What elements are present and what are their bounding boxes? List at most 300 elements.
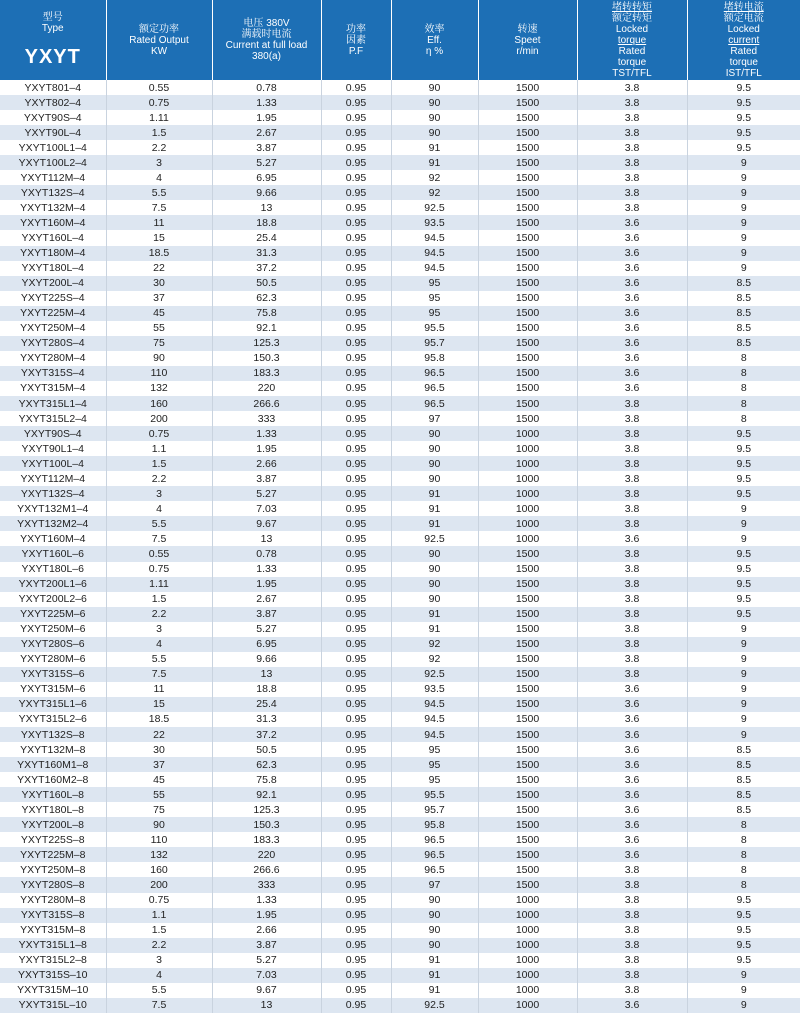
eff-cell: 94.5 <box>391 727 478 742</box>
output-cell: 7.5 <box>106 667 212 682</box>
speed-cell: 1500 <box>478 140 577 155</box>
current-ratio-cell: 8.5 <box>687 757 800 772</box>
output-cell: 7.5 <box>106 200 212 215</box>
pf-cell: 0.95 <box>321 336 391 351</box>
current-cell: 18.8 <box>212 215 321 230</box>
speed-cell: 1500 <box>478 592 577 607</box>
current-ratio-cell: 9 <box>687 501 800 516</box>
torque-ratio-cell: 3.6 <box>577 712 687 727</box>
speed-cell: 1000 <box>478 998 577 1013</box>
current-ratio-cell: 9.5 <box>687 80 800 95</box>
output-cell: 1.5 <box>106 125 212 140</box>
torque-ratio-cell: 3.8 <box>577 125 687 140</box>
output-cell: 7.5 <box>106 998 212 1013</box>
speed-cell: 1500 <box>478 742 577 757</box>
current-cell: 333 <box>212 411 321 426</box>
model-cell: YXYT250M–6 <box>0 622 106 637</box>
pf-cell: 0.95 <box>321 200 391 215</box>
current-ratio-cell: 8.5 <box>687 306 800 321</box>
current-cell: 9.67 <box>212 983 321 998</box>
model-cell: YXYT315M–10 <box>0 983 106 998</box>
pf-cell: 0.95 <box>321 893 391 908</box>
torque-ratio-cell: 3.6 <box>577 531 687 546</box>
pf-cell: 0.95 <box>321 757 391 772</box>
header-torque-en4: torque <box>617 56 647 68</box>
model-cell: YXYT200L1–6 <box>0 577 106 592</box>
current-cell: 1.95 <box>212 110 321 125</box>
torque-ratio-cell: 3.6 <box>577 230 687 245</box>
table-row <box>0 366 800 381</box>
current-cell: 5.27 <box>212 486 321 501</box>
speed-cell: 1500 <box>478 546 577 561</box>
table-row <box>0 772 800 787</box>
model-cell: YXYT100L2–4 <box>0 155 106 170</box>
model-cell: YXYT315M–4 <box>0 381 106 396</box>
current-ratio-cell: 8 <box>687 832 800 847</box>
header-eff-unit: η % <box>425 45 444 57</box>
output-cell: 132 <box>106 847 212 862</box>
table-row <box>0 411 800 426</box>
eff-cell: 90 <box>391 471 478 486</box>
torque-ratio-cell: 3.8 <box>577 426 687 441</box>
torque-ratio-cell: 3.8 <box>577 501 687 516</box>
current-cell: 2.66 <box>212 456 321 471</box>
header-current-unit: 380(a) <box>252 51 281 62</box>
model-cell: YXYT180L–6 <box>0 562 106 577</box>
current-ratio-cell: 9.5 <box>687 441 800 456</box>
torque-ratio-cell: 3.8 <box>577 893 687 908</box>
current-ratio-cell: 8 <box>687 847 800 862</box>
current-cell: 3.87 <box>212 607 321 622</box>
speed-cell: 1500 <box>478 817 577 832</box>
model-cell: YXYT315L1–4 <box>0 396 106 411</box>
current-cell: 333 <box>212 877 321 892</box>
pf-cell: 0.95 <box>321 908 391 923</box>
output-cell: 0.75 <box>106 562 212 577</box>
eff-cell: 90 <box>391 80 478 95</box>
speed-cell: 1500 <box>478 215 577 230</box>
current-cell: 1.95 <box>212 908 321 923</box>
torque-ratio-cell: 3.8 <box>577 877 687 892</box>
output-cell: 1.11 <box>106 577 212 592</box>
pf-cell: 0.95 <box>321 456 391 471</box>
table-row <box>0 682 800 697</box>
header-pf <box>321 0 391 80</box>
pf-cell: 0.95 <box>321 832 391 847</box>
table-row <box>0 471 800 486</box>
current-cell: 125.3 <box>212 802 321 817</box>
torque-ratio-cell: 3.8 <box>577 546 687 561</box>
torque-ratio-cell: 3.6 <box>577 366 687 381</box>
speed-cell: 1000 <box>478 486 577 501</box>
speed-cell: 1500 <box>478 697 577 712</box>
speed-cell: 1500 <box>478 877 577 892</box>
output-cell: 110 <box>106 366 212 381</box>
header-current-zh1: 电压 380V <box>243 18 290 29</box>
model-cell: YXYT90L1–4 <box>0 441 106 456</box>
table-row <box>0 125 800 140</box>
header-pf-en: P.F <box>348 45 364 57</box>
current-ratio-cell: 8.5 <box>687 772 800 787</box>
model-cell: YXYT315L1–6 <box>0 697 106 712</box>
model-cell: YXYT90L–4 <box>0 125 106 140</box>
pf-cell: 0.95 <box>321 155 391 170</box>
speed-cell: 1500 <box>478 607 577 622</box>
model-cell: YXYT100L1–4 <box>0 140 106 155</box>
current-ratio-cell: 9.5 <box>687 546 800 561</box>
current-cell: 2.67 <box>212 592 321 607</box>
pf-cell: 0.95 <box>321 682 391 697</box>
eff-cell: 90 <box>391 456 478 471</box>
table-row <box>0 953 800 968</box>
output-cell: 3 <box>106 155 212 170</box>
table-row <box>0 486 800 501</box>
speed-cell: 1500 <box>478 306 577 321</box>
output-cell: 75 <box>106 336 212 351</box>
model-cell: YXYT180L–8 <box>0 802 106 817</box>
header-type-en: Type <box>41 23 64 34</box>
eff-cell: 95 <box>391 291 478 306</box>
pf-cell: 0.95 <box>321 562 391 577</box>
header-speed-en: Speet <box>514 34 541 46</box>
pf-cell: 0.95 <box>321 170 391 185</box>
table-row <box>0 968 800 983</box>
output-cell: 3 <box>106 486 212 501</box>
current-cell: 7.03 <box>212 501 321 516</box>
output-cell: 0.75 <box>106 426 212 441</box>
speed-cell: 1500 <box>478 667 577 682</box>
current-cell: 6.95 <box>212 170 321 185</box>
table-row <box>0 562 800 577</box>
eff-cell: 94.5 <box>391 712 478 727</box>
table-row <box>0 546 800 561</box>
output-cell: 132 <box>106 381 212 396</box>
output-cell: 0.55 <box>106 546 212 561</box>
torque-ratio-cell: 3.8 <box>577 155 687 170</box>
speed-cell: 1500 <box>478 95 577 110</box>
speed-cell: 1500 <box>478 622 577 637</box>
current-ratio-cell: 9.5 <box>687 125 800 140</box>
current-ratio-cell: 9 <box>687 727 800 742</box>
pf-cell: 0.95 <box>321 125 391 140</box>
output-cell: 45 <box>106 772 212 787</box>
speed-cell: 1500 <box>478 787 577 802</box>
speed-cell: 1000 <box>478 441 577 456</box>
current-cell: 3.87 <box>212 471 321 486</box>
model-cell: YXYT315L2–6 <box>0 712 106 727</box>
eff-cell: 94.5 <box>391 246 478 261</box>
current-cell: 2.66 <box>212 923 321 938</box>
current-cell: 220 <box>212 847 321 862</box>
torque-ratio-cell: 3.6 <box>577 291 687 306</box>
current-ratio-cell: 9 <box>687 155 800 170</box>
table-row <box>0 938 800 953</box>
current-ratio-cell: 9 <box>687 682 800 697</box>
current-cell: 2.67 <box>212 125 321 140</box>
table-header-row <box>0 0 800 80</box>
speed-cell: 1500 <box>478 246 577 261</box>
torque-ratio-cell: 3.6 <box>577 802 687 817</box>
speed-cell: 1000 <box>478 426 577 441</box>
table-row <box>0 667 800 682</box>
eff-cell: 95.7 <box>391 336 478 351</box>
model-cell: YXYT90S–4 <box>0 426 106 441</box>
header-eff-zh: 效率 <box>424 23 445 35</box>
table-row <box>0 592 800 607</box>
pf-cell: 0.95 <box>321 697 391 712</box>
output-cell: 11 <box>106 682 212 697</box>
output-cell: 5.5 <box>106 516 212 531</box>
pf-cell: 0.95 <box>321 712 391 727</box>
current-ratio-cell: 8 <box>687 381 800 396</box>
output-cell: 55 <box>106 321 212 336</box>
pf-cell: 0.95 <box>321 516 391 531</box>
eff-cell: 95 <box>391 757 478 772</box>
torque-ratio-cell: 3.6 <box>577 215 687 230</box>
output-cell: 5.5 <box>106 983 212 998</box>
table-row <box>0 622 800 637</box>
header-torque-zh2: 额定转矩 <box>612 12 652 24</box>
current-ratio-cell: 8 <box>687 351 800 366</box>
current-cell: 0.78 <box>212 80 321 95</box>
output-cell: 0.55 <box>106 80 212 95</box>
header-curr-ratio-zh2: 额定电流 <box>723 12 764 24</box>
output-cell: 11 <box>106 215 212 230</box>
model-cell: YXYT132M–4 <box>0 200 106 215</box>
model-cell: YXYT280M–8 <box>0 893 106 908</box>
speed-cell: 1000 <box>478 953 577 968</box>
table-row <box>0 712 800 727</box>
table-row <box>0 908 800 923</box>
speed-cell: 1500 <box>478 411 577 426</box>
torque-ratio-cell: 3.6 <box>577 351 687 366</box>
table-row <box>0 983 800 998</box>
current-cell: 31.3 <box>212 246 321 261</box>
output-cell: 1.1 <box>106 908 212 923</box>
current-ratio-cell: 8 <box>687 366 800 381</box>
model-cell: YXYT225M–8 <box>0 847 106 862</box>
torque-ratio-cell: 3.8 <box>577 562 687 577</box>
eff-cell: 95 <box>391 306 478 321</box>
output-cell: 5.5 <box>106 185 212 200</box>
output-cell: 2.2 <box>106 140 212 155</box>
eff-cell: 96.5 <box>391 381 478 396</box>
current-ratio-cell: 9 <box>687 712 800 727</box>
speed-cell: 1500 <box>478 336 577 351</box>
model-cell: YXYT280S–8 <box>0 877 106 892</box>
output-cell: 30 <box>106 276 212 291</box>
torque-ratio-cell: 3.8 <box>577 516 687 531</box>
torque-ratio-cell: 3.8 <box>577 140 687 155</box>
output-cell: 1.11 <box>106 110 212 125</box>
eff-cell: 93.5 <box>391 682 478 697</box>
eff-cell: 97 <box>391 877 478 892</box>
torque-ratio-cell: 3.8 <box>577 968 687 983</box>
speed-cell: 1500 <box>478 110 577 125</box>
model-cell: YXYT200L2–6 <box>0 592 106 607</box>
speed-cell: 1500 <box>478 381 577 396</box>
header-curr-ratio-zh1: 堵转电流 <box>723 1 764 13</box>
pf-cell: 0.95 <box>321 953 391 968</box>
speed-cell: 1500 <box>478 396 577 411</box>
current-ratio-cell: 9.5 <box>687 893 800 908</box>
eff-cell: 94.5 <box>391 230 478 245</box>
current-ratio-cell: 9 <box>687 215 800 230</box>
speed-cell: 1500 <box>478 862 577 877</box>
eff-cell: 95.8 <box>391 817 478 832</box>
pf-cell: 0.95 <box>321 95 391 110</box>
torque-ratio-cell: 3.8 <box>577 110 687 125</box>
pf-cell: 0.95 <box>321 381 391 396</box>
speed-cell: 1000 <box>478 908 577 923</box>
eff-cell: 94.5 <box>391 697 478 712</box>
current-cell: 75.8 <box>212 306 321 321</box>
torque-ratio-cell: 3.6 <box>577 998 687 1013</box>
eff-cell: 90 <box>391 441 478 456</box>
speed-cell: 1500 <box>478 125 577 140</box>
output-cell: 30 <box>106 742 212 757</box>
speed-cell: 1000 <box>478 531 577 546</box>
current-ratio-cell: 9 <box>687 998 800 1013</box>
output-cell: 0.75 <box>106 95 212 110</box>
current-ratio-cell: 9.5 <box>687 562 800 577</box>
torque-ratio-cell: 3.6 <box>577 787 687 802</box>
eff-cell: 91 <box>391 516 478 531</box>
model-cell: YXYT801–4 <box>0 80 106 95</box>
torque-ratio-cell: 3.6 <box>577 727 687 742</box>
torque-ratio-cell: 3.8 <box>577 170 687 185</box>
eff-cell: 95.5 <box>391 787 478 802</box>
speed-cell: 1500 <box>478 727 577 742</box>
speed-cell: 1500 <box>478 321 577 336</box>
model-cell: YXYT160M1–8 <box>0 757 106 772</box>
eff-cell: 90 <box>391 893 478 908</box>
model-cell: YXYT132M–8 <box>0 742 106 757</box>
pf-cell: 0.95 <box>321 426 391 441</box>
model-cell: YXYT90S–4 <box>0 110 106 125</box>
table-row <box>0 893 800 908</box>
current-ratio-cell: 9 <box>687 261 800 276</box>
table-row <box>0 215 800 230</box>
torque-ratio-cell: 3.8 <box>577 200 687 215</box>
header-type-zh: 型号 <box>42 12 63 23</box>
model-cell: YXYT280M–4 <box>0 351 106 366</box>
pf-cell: 0.95 <box>321 276 391 291</box>
torque-ratio-cell: 3.8 <box>577 456 687 471</box>
eff-cell: 91 <box>391 983 478 998</box>
model-cell: YXYT225S–8 <box>0 832 106 847</box>
model-cell: YXYT250M–8 <box>0 862 106 877</box>
torque-ratio-cell: 3.6 <box>577 336 687 351</box>
pf-cell: 0.95 <box>321 847 391 862</box>
current-cell: 50.5 <box>212 742 321 757</box>
eff-cell: 96.5 <box>391 847 478 862</box>
current-ratio-cell: 9.5 <box>687 486 800 501</box>
eff-cell: 90 <box>391 908 478 923</box>
eff-cell: 90 <box>391 546 478 561</box>
model-cell: YXYT160M–4 <box>0 215 106 230</box>
table-row <box>0 200 800 215</box>
model-cell: YXYT200L–8 <box>0 817 106 832</box>
output-cell: 37 <box>106 291 212 306</box>
eff-cell: 94.5 <box>391 261 478 276</box>
model-cell: YXYT112M–4 <box>0 170 106 185</box>
torque-ratio-cell: 3.6 <box>577 757 687 772</box>
pf-cell: 0.95 <box>321 441 391 456</box>
model-cell: YXYT200L–4 <box>0 276 106 291</box>
torque-ratio-cell: 3.8 <box>577 607 687 622</box>
table-row <box>0 140 800 155</box>
output-cell: 15 <box>106 697 212 712</box>
torque-ratio-cell: 3.6 <box>577 306 687 321</box>
current-ratio-cell: 9 <box>687 697 800 712</box>
current-ratio-cell: 9.5 <box>687 140 800 155</box>
pf-cell: 0.95 <box>321 637 391 652</box>
eff-cell: 95 <box>391 276 478 291</box>
model-cell: YXYT315L–10 <box>0 998 106 1013</box>
output-cell: 5.5 <box>106 652 212 667</box>
eff-cell: 96.5 <box>391 862 478 877</box>
pf-cell: 0.95 <box>321 230 391 245</box>
header-torque-unit: TST/TFL <box>612 67 652 79</box>
torque-ratio-cell: 3.8 <box>577 396 687 411</box>
pf-cell: 0.95 <box>321 531 391 546</box>
speed-cell: 1000 <box>478 893 577 908</box>
pf-cell: 0.95 <box>321 923 391 938</box>
header-torque-en3: Rated <box>618 45 646 57</box>
eff-cell: 95.8 <box>391 351 478 366</box>
table-row <box>0 832 800 847</box>
speed-cell: 1500 <box>478 170 577 185</box>
current-cell: 9.66 <box>212 185 321 200</box>
speed-cell: 1500 <box>478 652 577 667</box>
output-cell: 2.2 <box>106 471 212 486</box>
current-cell: 37.2 <box>212 727 321 742</box>
current-ratio-cell: 9.5 <box>687 426 800 441</box>
header-current-zh2: 满载时电流 <box>241 29 292 40</box>
header-torque-zh1: 堵转转矩 <box>612 1 652 13</box>
header-torque-en2: torque <box>617 34 647 46</box>
model-cell: YXYT315L1–8 <box>0 938 106 953</box>
current-cell: 5.27 <box>212 953 321 968</box>
torque-ratio-cell: 3.8 <box>577 185 687 200</box>
model-cell: YXYT280M–6 <box>0 652 106 667</box>
eff-cell: 90 <box>391 562 478 577</box>
model-cell: YXYT100L–4 <box>0 456 106 471</box>
torque-ratio-cell: 3.8 <box>577 637 687 652</box>
current-cell: 6.95 <box>212 637 321 652</box>
eff-cell: 92 <box>391 652 478 667</box>
torque-ratio-cell: 3.8 <box>577 908 687 923</box>
pf-cell: 0.95 <box>321 802 391 817</box>
current-cell: 1.33 <box>212 562 321 577</box>
header-speed-unit: r/min <box>516 45 539 57</box>
current-ratio-cell: 8 <box>687 817 800 832</box>
pf-cell: 0.95 <box>321 185 391 200</box>
pf-cell: 0.95 <box>321 411 391 426</box>
eff-cell: 92.5 <box>391 998 478 1013</box>
current-ratio-cell: 9 <box>687 652 800 667</box>
table-row <box>0 456 800 471</box>
header-curr-ratio-unit: IST/TFL <box>725 67 762 79</box>
header-output <box>106 0 212 80</box>
current-cell: 92.1 <box>212 321 321 336</box>
model-cell: YXYT160L–4 <box>0 230 106 245</box>
current-ratio-cell: 9 <box>687 622 800 637</box>
torque-ratio-cell: 3.8 <box>577 95 687 110</box>
pf-cell: 0.95 <box>321 727 391 742</box>
current-ratio-cell: 9 <box>687 230 800 245</box>
